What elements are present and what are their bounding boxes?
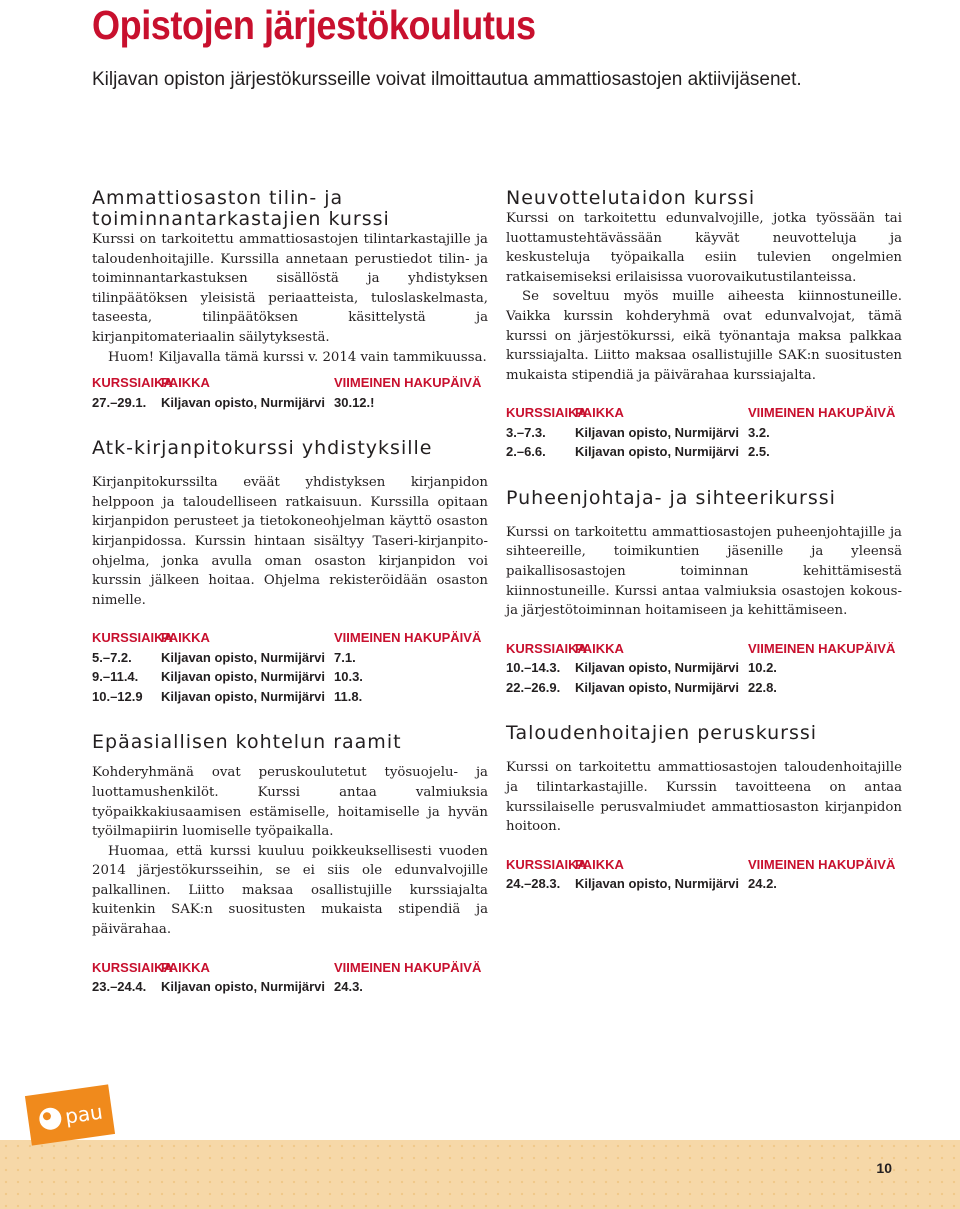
header-deadline: VIIMEINEN HAKUPÄIVÄ (334, 630, 482, 646)
header-time: KURSSIAIKA (506, 640, 587, 656)
row-deadline: 30.12.! (334, 394, 375, 410)
schedule-header (506, 855, 902, 875)
schedule-row (506, 442, 902, 462)
header-place: PAIKKA (161, 375, 210, 391)
schedule-row (506, 678, 902, 698)
page-title: Opistojen järjestökoulutus (92, 2, 536, 48)
row-time: 27.–29.1. (92, 394, 147, 410)
logo-text: pau (63, 1099, 105, 1129)
header-place: PAIKKA (575, 640, 624, 656)
header-deadline: VIIMEINEN HAKUPÄIVÄ (748, 856, 896, 872)
row-deadline: 10.2. (748, 660, 777, 676)
header-time: KURSSIAIKA (506, 405, 587, 421)
header-time: KURSSIAIKA (92, 630, 173, 646)
header-time: KURSSIAIKA (506, 856, 587, 872)
course-description: Kurssi on tarkoitettu edunvalvojille, jotka työssään tai luottamustehtävässään käyvät neuvotteluja ja keskusteluja työpaikalla esiin tulevien ongelmien ratkaisemiseksi erilaisissa vuorovaikutustilanteissa. (506, 211, 902, 285)
row-time: 23.–24.4. (92, 979, 147, 995)
header-place: PAIKKA (161, 959, 210, 975)
header-time: KURSSIAIKA (92, 375, 173, 391)
header-deadline: VIIMEINEN HAKUPÄIVÄ (334, 959, 482, 975)
course-epaasiallinen (92, 732, 488, 996)
row-time: 3.–7.3. (506, 424, 546, 440)
row-time: 10.–12.9 (92, 688, 143, 704)
course-atk (92, 438, 488, 706)
course-title: Epäasiallisen kohtelun raamit (92, 731, 402, 754)
row-deadline: 2.5. (748, 444, 770, 460)
right-column (506, 188, 902, 894)
schedule-row (92, 687, 488, 707)
row-time: 10.–14.3. (506, 660, 561, 676)
course-description: Kohderyhmänä ovat peruskoulutetut työsuojelu- ja luottamushenkilöt. Kurssi antaa valmiuksia työpaikkakiusaamisen estämiselle, hoitamiselle ja hyvän työilmapiirin luomiselle työpaikalla. (92, 765, 488, 840)
schedule-row (92, 667, 488, 687)
row-deadline: 24.3. (334, 979, 363, 995)
course-title (92, 188, 488, 230)
row-place: Kiljavan opisto, Nurmijärvi (161, 688, 325, 704)
row-time: 9.–11.4. (92, 669, 139, 685)
course-note: Se soveltuu myös muille aiheesta kiinnostuneille. Vaikka kurssin kohderyhmä ovat edunvalvojat, tämä kurssi on järjestökurssi, eikä työnantaja maksa palkkaa kurssiajalta. Liitto maksaa osallistujille SAK:n suositusten mukaista stipendiä ja päivärahaa kurssiajalta. (506, 289, 902, 383)
row-time: 2.–6.6. (506, 444, 546, 460)
schedule-header (92, 373, 488, 393)
left-column (92, 188, 488, 997)
course-description: Kurssi on tarkoitettu ammattiosastojen tilintarkastajille ja taloudenhoitajille. Kurssilla annetaan perustiedot tilin- ja toiminnantarkastuksen sisällöstä ja yhdistyksen tilinpäätöksen yleisistä periaatteista, tuloslaskelmasta, taseesta, tilinpäätöksen käsittelystä ja kirjanpitomateriaalin säilytyksestä. (92, 232, 488, 345)
row-deadline: 10.3. (334, 669, 363, 685)
header-time: KURSSIAIKA (92, 959, 173, 975)
course-schedule-table (92, 373, 488, 412)
row-place: Kiljavan opisto, Nurmijärvi (161, 649, 325, 665)
course-note: Huomaa, että kurssi kuuluu poikkeuksellisesti vuoden 2014 järjestökursseihin, se ei siis ole edunvalvojille palkallinen. Liitto maksaa osallistujille kurssiajalta kuitenkin SAK:n suositusten mukaista stipendiä ja päivärahaa. (92, 843, 488, 938)
schedule-row (92, 393, 488, 413)
course-title-line2: toiminnantarkastajien kurssi (92, 208, 390, 230)
course-description: Kurssi on tarkoitettu ammattiosastojen taloudenhoitajille ja tilintarkastajille. Kurssin tavoitteena on antaa kurssilaiselle perusvalmiudet ammattiosaston kirjanpidon hoitoon. (506, 760, 902, 835)
course-schedule-table (92, 958, 488, 997)
row-place: Kiljavan opisto, Nurmijärvi (575, 660, 739, 676)
schedule-row (506, 658, 902, 678)
row-place: Kiljavan opisto, Nurmijärvi (575, 444, 739, 460)
course-schedule-table (506, 403, 902, 462)
row-place: Kiljavan opisto, Nurmijärvi (161, 394, 325, 410)
row-time: 22.–26.9. (506, 679, 561, 695)
course-schedule-table (506, 855, 902, 894)
row-time: 5.–7.2. (92, 649, 132, 665)
row-deadline: 7.1. (334, 649, 356, 665)
row-deadline: 24.2. (748, 876, 777, 892)
header-place: PAIKKA (575, 405, 624, 421)
course-tilintarkastajat (92, 188, 488, 412)
course-title: Atk-kirjanpitokurssi yhdistyksille (92, 437, 433, 460)
course-schedule-table (506, 639, 902, 698)
course-description: Kirjanpitokurssilta eväät yhdistyksen kirjanpidon helppoon ja taloudelliseen ratkaisuun. Kurssilla opitaan kirjanpidon perusteet ja tietokoneohjelman käyttö osaston kirjanpidossa. Kurssin hintaan sisältyy Taseri-kirjanpito-ohjelma, jonka avulla oman osaston kirjanpidon voi kurssin jälkeen hoitaa. Ohjelma rekisteröidään osaston nimelle. (92, 475, 488, 608)
schedule-row (92, 648, 488, 668)
row-deadline: 11.8. (334, 688, 363, 704)
header-deadline: VIIMEINEN HAKUPÄIVÄ (334, 375, 482, 391)
page-subtitle: Kiljavan opiston järjestökursseille voivat ilmoittautua ammattiosastojen aktiivijäsenet. (92, 69, 802, 90)
row-place: Kiljavan opisto, Nurmijärvi (575, 424, 739, 440)
header-deadline: VIIMEINEN HAKUPÄIVÄ (748, 405, 896, 421)
schedule-header (92, 958, 488, 978)
course-title: Neuvottelutaidon kurssi (506, 187, 756, 209)
schedule-header (92, 628, 488, 648)
course-note: Huom! Kiljavalla tämä kurssi v. 2014 vain tammikuussa. (108, 349, 487, 365)
row-place: Kiljavan opisto, Nurmijärvi (161, 979, 325, 995)
row-deadline: 3.2. (748, 424, 770, 440)
page-number: 10 (876, 1160, 892, 1176)
row-deadline: 22.8. (748, 679, 777, 695)
header-place: PAIKKA (161, 630, 210, 646)
row-place: Kiljavan opisto, Nurmijärvi (575, 679, 739, 695)
header-deadline: VIIMEINEN HAKUPÄIVÄ (748, 640, 896, 656)
row-time: 24.–28.3. (506, 876, 561, 892)
row-place: Kiljavan opisto, Nurmijärvi (161, 669, 325, 685)
schedule-header (506, 639, 902, 659)
schedule-row (92, 977, 488, 997)
course-title: Taloudenhoitajien peruskurssi (506, 722, 818, 745)
course-puheenjohtaja (506, 488, 902, 697)
course-title: Puheenjohtaja- ja sihteerikurssi (506, 486, 836, 509)
schedule-row (506, 874, 902, 894)
course-schedule-table (92, 628, 488, 706)
course-taloudenhoitajat (506, 723, 902, 893)
row-place: Kiljavan opisto, Nurmijärvi (575, 876, 739, 892)
course-neuvottelutaito (506, 188, 902, 462)
schedule-row (506, 423, 902, 443)
header-place: PAIKKA (575, 856, 624, 872)
footer-band (0, 1140, 960, 1209)
course-description: Kurssi on tarkoitettu ammattiosastojen puheenjohtajille ja sihteereille, toimikuntien jäsenille ja yleensä paikallisosastojen toiminnan kehittämisestä kiinnostuneille. Kurssi antaa valmiuksia osastojen kokous- ja järjestötoiminnan hoitamiseen ja kehittämiseen. (506, 524, 902, 619)
schedule-header (506, 403, 902, 423)
course-title-line1: Ammattiosaston tilin- ja (92, 187, 344, 209)
pau-logo-icon (20, 1082, 120, 1148)
